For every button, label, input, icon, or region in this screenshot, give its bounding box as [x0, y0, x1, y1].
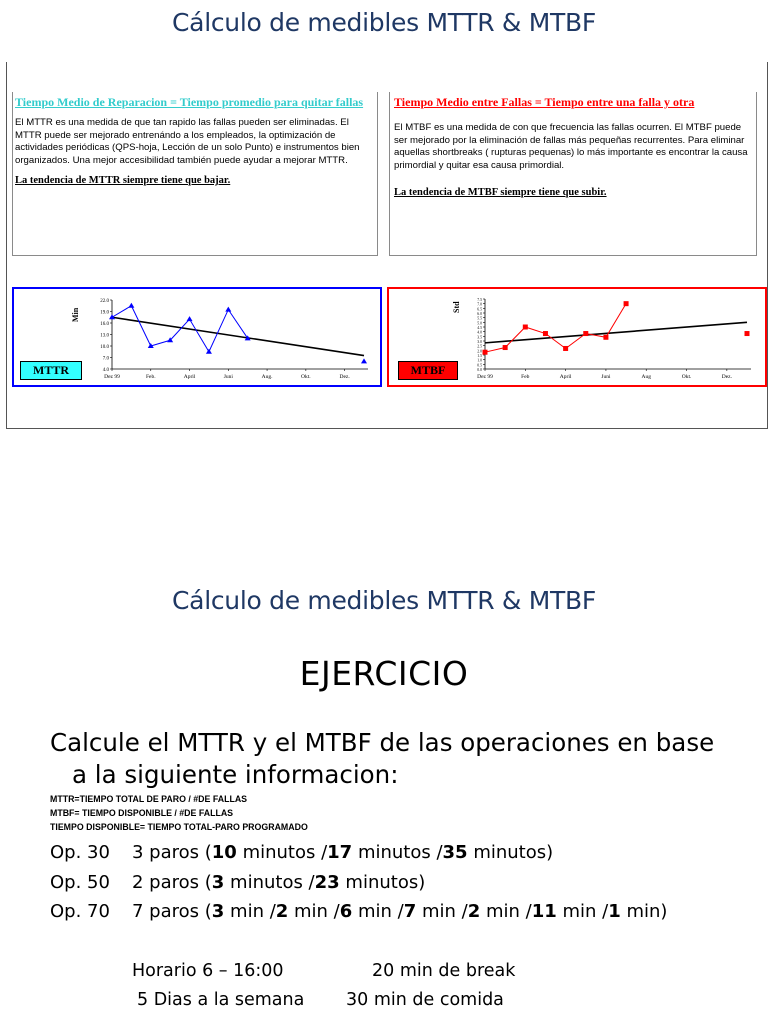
y-tick-label: 3.5	[477, 335, 482, 340]
ejercicio-heading: EJERCICIO	[299, 654, 469, 693]
y-tick-label: 4.0	[102, 368, 109, 373]
x-tick-label: Dez 99	[104, 374, 120, 380]
y-axis-label: Std	[452, 301, 461, 313]
data-point	[361, 358, 367, 363]
x-tick-label: Aug.	[261, 374, 273, 380]
data-point	[603, 335, 608, 340]
y-tick-label: 0.0	[477, 368, 482, 372]
y-tick-label: 4.5	[477, 326, 482, 330]
formula-tiempo-disponible: TIEMPO DISPONIBLE= TIEMPO TOTAL-PARO PROGRAMADO	[50, 822, 308, 832]
mttr-chart-box	[12, 287, 382, 387]
slide1-title: Cálculo de medibles MTTR & MTBF	[172, 8, 596, 37]
data-point	[523, 325, 528, 330]
data-point	[583, 331, 588, 336]
instruction-line-1: Calcule el MTTR y el MTBF de las operaciones en base	[50, 728, 715, 757]
schedule-text: Horario 6 – 16:00	[132, 961, 284, 981]
x-tick-label: April	[183, 374, 196, 380]
y-tick-label: 6.0	[477, 312, 482, 316]
mtbf-description-box	[389, 92, 757, 256]
operation-label: Op. 70	[50, 901, 110, 922]
y-tick-label: 10.0	[100, 345, 109, 350]
trend-line	[112, 317, 364, 355]
mtbf-tendency: La tendencia de MTBF siempre tiene que subir.	[394, 187, 607, 198]
data-point	[745, 331, 750, 336]
x-tick-label: Dez.	[721, 374, 732, 380]
operation-op30	[50, 842, 553, 863]
instruction-text	[50, 727, 714, 791]
x-tick-label: Juni	[601, 374, 611, 380]
x-tick-label: Okt.	[301, 374, 311, 380]
y-tick-label: 3.0	[477, 340, 482, 344]
y-tick-label: 6.5	[477, 307, 482, 312]
data-point	[483, 350, 488, 355]
formula-mtbf: MTBF= TIEMPO DISPONIBLE / #DE FALLAS	[50, 808, 234, 818]
mtbf-heading: Tiempo Medio entre Fallas = Tiempo entre una falla y otra	[394, 95, 695, 109]
data-point	[225, 307, 231, 312]
data-point	[109, 314, 115, 319]
y-tick-label: 4.0	[477, 330, 482, 335]
x-tick-label: Okt.	[681, 374, 692, 380]
operation-label: Op. 30	[50, 842, 110, 863]
mtbf-chart-label: MTBF	[398, 361, 458, 380]
formula-mttr: MTTR=TIEMPO TOTAL DE PARO / #DE FALLAS	[50, 794, 248, 804]
data-point	[624, 301, 629, 306]
data-point	[503, 345, 508, 350]
data-point	[543, 331, 548, 336]
slide2-title: Cálculo de medibles MTTR & MTBF	[172, 586, 596, 615]
break-text: 20 min de break	[372, 961, 516, 981]
x-tick-label: Feb.	[145, 374, 156, 380]
y-tick-label: 0.5	[477, 363, 482, 368]
y-tick-label: 1.5	[477, 354, 482, 358]
y-tick-label: 7.0	[477, 302, 482, 307]
x-tick-label: Feb	[521, 374, 530, 380]
data-point	[187, 316, 193, 321]
instruction-line-2: a la siguiente informacion:	[72, 760, 399, 789]
y-axis-label: Min	[71, 307, 80, 322]
data-point	[128, 303, 134, 308]
mttr-chart-label: MTTR	[20, 361, 82, 380]
x-tick-label: Dez 99	[477, 374, 493, 380]
days-text: 5 Dias a la semana	[137, 990, 305, 1010]
y-tick-label: 2.0	[477, 349, 482, 354]
operation-text: 2 paros (3 minutos /23 minutos)	[132, 872, 426, 893]
data-point	[563, 346, 568, 351]
operation-op50	[50, 872, 425, 893]
y-tick-label: 1.0	[477, 358, 482, 363]
y-tick-label: 22.0	[100, 299, 109, 304]
mttr-body: El MTTR es una medida de que tan rapido las fallas pueden ser eliminadas. El MTTR puede ser mejorado entrenándo a los empleados, la optimización de actividades periódicas (QPS-hoja, Lección de un solo Punto) e instrumentos bien organizados. Una mejor accesibilidad también puede ayudar a mejorar MTTR.	[15, 117, 360, 166]
mttr-heading: Tiempo Medio de Reparacion = Tiempo promedio para quitar fallas	[15, 95, 364, 109]
series-line	[485, 304, 626, 353]
data-point	[206, 349, 212, 354]
operation-text: 3 paros (10 minutos /17 minutos /35 minutos)	[132, 842, 554, 863]
mtbf-body: El MTBF es una medida de con que frecuencia las fallas ocurren. El MTBF puede ser mejorado por la eliminación de fallas más pequeñas recurrentes. Para eliminar aquellas shortbreaks ( rupturas pequenas) lo más importante es encontrar la causa primordial y quitar esa causa primordial.	[394, 122, 748, 171]
mtbf-chart-box	[387, 287, 767, 387]
y-tick-label: 7.0	[102, 356, 109, 362]
y-tick-label: 7.5	[477, 298, 482, 302]
y-tick-label: 5.5	[477, 316, 482, 321]
y-tick-label: 16.0	[100, 322, 109, 327]
meal-text: 30 min de comida	[346, 990, 504, 1010]
x-tick-label: Juni	[223, 374, 233, 380]
y-tick-label: 5.0	[477, 321, 482, 326]
y-tick-label: 2.5	[477, 344, 482, 349]
x-tick-label: Dez.	[339, 374, 350, 380]
series-line	[112, 306, 248, 352]
mttr-tendency: La tendencia de MTTR siempre tiene que bajar.	[15, 175, 231, 186]
operation-text: 7 paros (3 min /2 min /6 min /7 min /2 min /11 min /1 min)	[132, 901, 668, 922]
x-tick-label: Aug	[641, 374, 651, 380]
operation-op70	[50, 901, 667, 922]
y-tick-label: 19.0	[100, 310, 109, 316]
y-tick-label: 13.0	[100, 333, 109, 339]
x-tick-label: April	[559, 374, 572, 380]
mttr-description-box	[12, 92, 378, 256]
operation-label: Op. 50	[50, 872, 110, 893]
